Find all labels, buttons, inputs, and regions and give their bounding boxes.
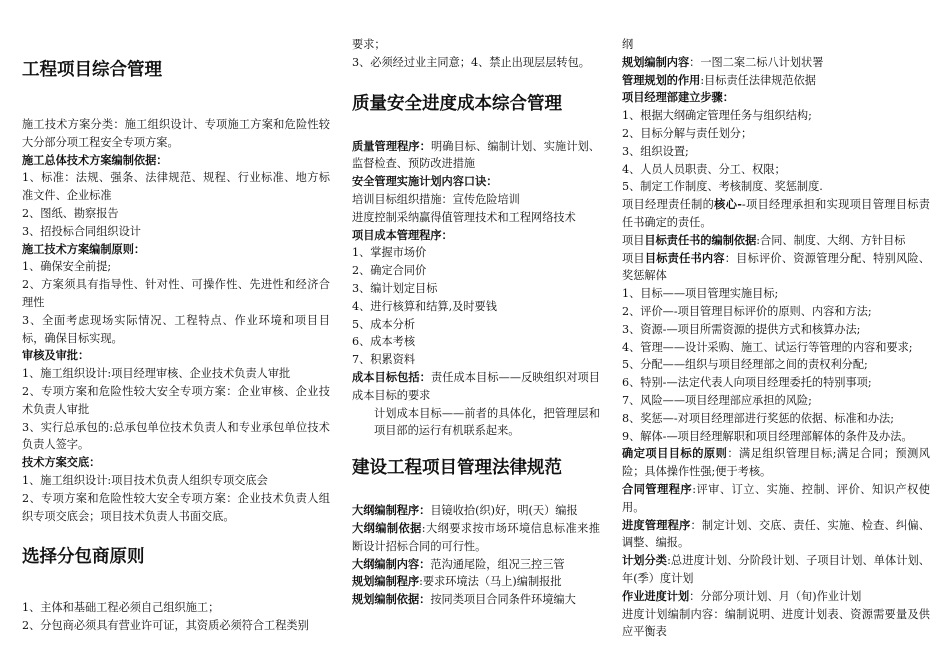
paragraph bbox=[352, 573, 600, 591]
text: :评审、订立、实施、控制、评价、知识产权使用。 bbox=[622, 482, 930, 514]
section-title-quality-safety: 质量安全进度成本综合管理 bbox=[352, 93, 562, 114]
text: ：制定计划、交底、责任、实施、检查、纠偏、调整、编报。 bbox=[622, 518, 930, 550]
subheading: 施工总体技术方案编制依据： bbox=[22, 152, 168, 167]
list-item: 3、全面考虑现场实际情况、工程特点、作业环境和项目目标，确保目标实现。 bbox=[22, 313, 330, 345]
list-item: 3、必须经过业主同意；4、禁止出现层层转包。 bbox=[352, 55, 590, 69]
paragraph bbox=[352, 502, 600, 520]
paragraph bbox=[352, 369, 600, 405]
list-item: 2、目标分解与责任划分； bbox=[622, 126, 753, 140]
label: 规划编制依据： bbox=[352, 592, 431, 607]
list-item: 3、实行总承包的:总承包单位技术负责人和专业承包单位技术负责人签字。 bbox=[22, 420, 330, 452]
label: 进度管理程序 bbox=[622, 517, 691, 532]
label: 目标责任书内容 bbox=[644, 250, 725, 265]
list-item: 3、资源-—项目所需资源的提供方式和核算办法; bbox=[622, 322, 861, 336]
text: ：一图二案二标八计划状署 bbox=[689, 55, 824, 69]
paragraph bbox=[622, 250, 930, 286]
subheading: 项目成本管理程序： bbox=[352, 227, 453, 242]
text: :合同、制度、大纲、方针目标 bbox=[756, 233, 906, 247]
paragraph bbox=[622, 196, 930, 232]
list-item: 2、图纸、勘察报告 bbox=[22, 206, 119, 220]
list-item: 培训目标组织措施：宣传危险培训 bbox=[352, 192, 520, 206]
label: 成本目标包括： bbox=[352, 369, 431, 384]
list-item: 2、方案须具有指导性、针对性、可操作性、先进性和经济合理性 bbox=[22, 278, 330, 309]
list-item: 6、特别-—法定代表人向项目经理委托的特别事项; bbox=[622, 376, 872, 390]
paragraph bbox=[622, 232, 930, 250]
label: 质量管理程序： bbox=[352, 138, 431, 153]
text: :要求环境法（马上)编制报批 bbox=[419, 575, 562, 589]
list-item: 2、专项方案和危险性较大安全专项方案：企业技术负责人组织专项交底会；项目技术负责人书面交底。 bbox=[22, 491, 330, 523]
subheading: 施工技术方案编制原则： bbox=[22, 241, 146, 256]
list-item: 3、招投标合同组织设计 bbox=[22, 224, 141, 238]
text: :目标责任法律规范依据 bbox=[700, 73, 816, 87]
paragraph bbox=[622, 445, 930, 481]
list-item: 进度控制采纳赢得值管理技术和工程网络技术 bbox=[352, 210, 576, 224]
section-title-comprehensive-management: 工程项目综合管理 bbox=[22, 60, 162, 80]
paragraph bbox=[622, 481, 930, 517]
text: ：目标评价、资源管理分配、特别风险、奖惩解体 bbox=[622, 251, 930, 283]
list-item: 7、积累资料 bbox=[352, 353, 416, 367]
paragraph bbox=[352, 138, 600, 174]
label: 计划分类 bbox=[622, 553, 668, 568]
list-item: 1、确保安全前提; bbox=[22, 260, 112, 274]
paragraph bbox=[352, 591, 600, 609]
text: :大纲要求按市场环境信息标准来推断设计招标合同的可行性。 bbox=[352, 521, 600, 553]
list-item: 4、人员人员职责、分工、权限； bbox=[622, 162, 786, 176]
label: 作业进度计划 bbox=[622, 588, 690, 603]
list-item: 1、主体和基础工程必须自己组织施工； bbox=[22, 601, 220, 615]
paragraph bbox=[622, 72, 930, 90]
paragraph bbox=[622, 552, 930, 588]
paragraph bbox=[622, 588, 930, 606]
text: 责任成本目标——反映组织对项目成本目标的要求 bbox=[352, 370, 600, 402]
column-3 bbox=[622, 0, 930, 641]
list-item: 1、施工组织设计:项目经理审核、企业技术负责人审批 bbox=[22, 367, 291, 381]
paragraph: 施工技术方案分类：施工组织设计、专项施工方案和危险性较大分部分项工程安全专项方案。 bbox=[22, 118, 330, 149]
label: 大纲编制依据 bbox=[352, 520, 422, 535]
list-item: 4、管理——设计采购、施工、试运行等管理的内容和要求; bbox=[622, 340, 913, 354]
list-item: 5、分配——组织与项目经理部之间的责权利分配; bbox=[622, 358, 868, 372]
column-1 bbox=[22, 0, 330, 635]
paragraph bbox=[622, 517, 930, 553]
list-item: 1、目标——项目管理实施目标; bbox=[622, 287, 779, 301]
label: 大纲编制内容： bbox=[352, 556, 431, 571]
list-item: 2、分包商必须具有营业许可证，其资质必须符合工程类别 bbox=[22, 619, 309, 633]
list-item: 1、掌握市场价 bbox=[352, 246, 427, 260]
paragraph bbox=[352, 520, 600, 556]
list-item: 1、标准：法规、强条、法律规范、规程、行业标准、地方标准文件、企业标准 bbox=[22, 171, 330, 203]
text: 项目 bbox=[622, 251, 645, 265]
paragraph: 计划成本目标——前者的具体化，把管理层和项目部的运行有机联系起来。 bbox=[374, 406, 600, 438]
subheading: 安全管理实施计划内容口诀： bbox=[352, 174, 498, 189]
text: ：分部分项计划、月（旬)作业计划 bbox=[689, 589, 862, 603]
text: :总进度计划、分阶段计划、子项目计划、单体计划、年(季）度计划 bbox=[622, 554, 930, 585]
text: 明确目标、编制计划、实施计划、监督检查、预防改进措施 bbox=[352, 139, 600, 171]
subheading: 项目经理部建立步骤： bbox=[622, 90, 734, 105]
label: 大纲编制程序： bbox=[352, 503, 431, 518]
paragraph: 进度计划编制内容：编制说明、进度计划表、资源需要量及供应平衡表 bbox=[622, 607, 930, 639]
label: 合同管理程序 bbox=[622, 481, 693, 496]
list-item: 8、奖惩—-对项目经理部进行奖惩的依据、标准和办法; bbox=[622, 411, 894, 425]
text: 项目经理责任制的 bbox=[622, 198, 715, 212]
list-item: 2、评价—-项目管理目标评价的原则、内容和方法; bbox=[622, 304, 872, 318]
list-item: 纲 bbox=[622, 38, 634, 51]
text: 目镜收拾(织)好，明(天）编报 bbox=[430, 504, 578, 518]
label: 目标责任书的编制依据 bbox=[644, 232, 757, 247]
list-item: 7、风险——项目经理部应承担的风险; bbox=[622, 393, 812, 407]
subheading: 技术方案交底： bbox=[22, 455, 101, 470]
list-item: 1、施工组织设计:项目技术负责人组织专项交底会 bbox=[22, 473, 268, 487]
text: -项目经理承担和实现项目管理目标责任书确定的责任。 bbox=[622, 198, 930, 229]
text: 项目 bbox=[622, 233, 645, 247]
list-item: 2、专项方案和危险性较大安全专项方案：企业审核、企业技术负责人审批 bbox=[22, 384, 330, 416]
label: 确定项目目标的原则 bbox=[622, 446, 728, 461]
subheading: 审核及审批： bbox=[22, 348, 90, 363]
label: 规划编制内容 bbox=[622, 54, 690, 69]
list-item: 6、成本考核 bbox=[352, 335, 416, 349]
paragraph bbox=[622, 54, 930, 72]
list-item: 1、根据大纲确定管理任务与组织结构; bbox=[622, 109, 812, 123]
column-2 bbox=[352, 0, 600, 609]
paragraph bbox=[352, 556, 600, 574]
label: 核心- bbox=[714, 197, 742, 212]
label: 规划编制程序 bbox=[352, 574, 420, 589]
list-item: 3、组织设置; bbox=[622, 144, 689, 158]
label: 管理规划的作用 bbox=[622, 72, 701, 87]
list-item: 要求； bbox=[352, 38, 386, 51]
text: ：满足组织管理目标;满足合同；预测风险；具体操作性强;便于考核。 bbox=[622, 447, 930, 479]
section-title-law: 建设工程项目管理法律规范 bbox=[352, 458, 562, 479]
list-item: 4、进行核算和结算,及时要钱 bbox=[352, 299, 497, 313]
section-title-subcontractor: 选择分包商原则 bbox=[22, 547, 145, 568]
list-item: 3、编计划定目标 bbox=[352, 281, 438, 295]
list-item: 5、成本分析 bbox=[352, 317, 416, 331]
text: 按同类项目合同条件环境编大 bbox=[430, 593, 576, 607]
list-item: 9、解体-—项目经理解职和项目经理部解体的条件及办法。 bbox=[622, 429, 913, 443]
list-item: 5、制定工作制度、考核制度、奖惩制度. bbox=[622, 180, 823, 194]
text: 范沟通尾险，组况三控三管 bbox=[430, 557, 565, 571]
list-item: 2、确定合同价 bbox=[352, 264, 427, 278]
